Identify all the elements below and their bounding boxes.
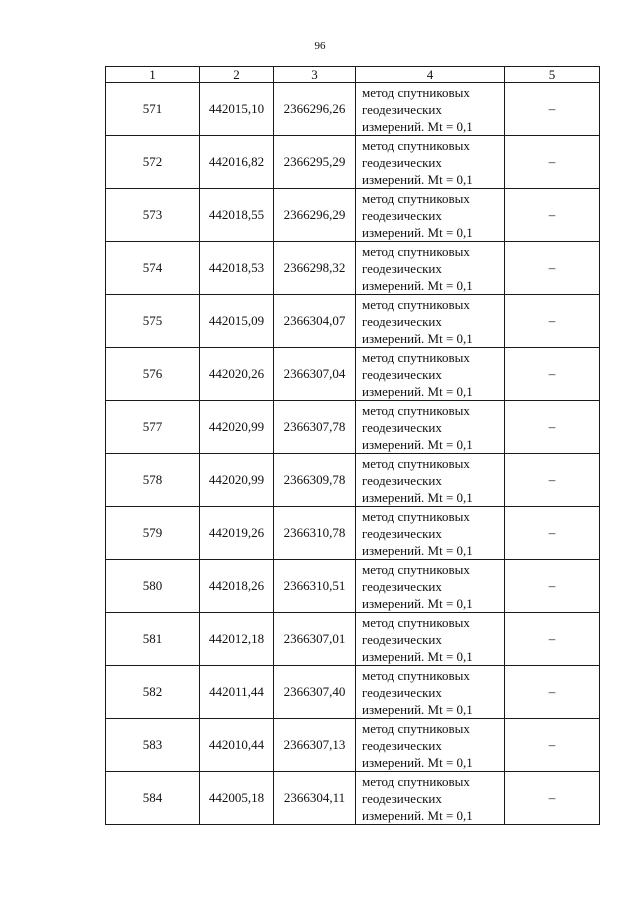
method-line: геодезических [362,154,442,170]
method-line: измерений. Mt = 0,1 [362,436,473,452]
method-line: геодезических [362,260,442,276]
method-line: измерений. Mt = 0,1 [362,701,473,717]
note-cell: – [505,189,600,242]
coordinate-x: 442012,18 [200,613,274,666]
note-cell: – [505,560,600,613]
method-line: измерений. Mt = 0,1 [362,330,473,346]
point-number: 577 [106,401,200,454]
table-row [106,613,600,666]
coordinate-y: 2366295,29 [274,136,356,189]
method-line: геодезических [362,313,442,329]
point-number: 573 [106,189,200,242]
header-col-2: 2 [200,67,274,83]
coordinate-x: 442016,82 [200,136,274,189]
note-cell: – [505,454,600,507]
method-line: геодезических [362,366,442,382]
header-col-1: 1 [106,67,200,83]
method-line: метод спутниковых [362,773,470,789]
note-cell: – [505,401,600,454]
method-line: метод спутниковых [362,667,470,683]
method-line: геодезических [362,790,442,806]
point-number: 575 [106,295,200,348]
method-cell [356,401,505,454]
coordinate-y: 2366309,78 [274,454,356,507]
coordinate-y: 2366307,01 [274,613,356,666]
header-col-5: 5 [505,67,600,83]
coordinate-x: 442015,09 [200,295,274,348]
method-cell [356,613,505,666]
coordinate-x: 442018,55 [200,189,274,242]
method-line: измерений. Mt = 0,1 [362,489,473,505]
method-line: метод спутниковых [362,508,470,524]
method-line: геодезических [362,472,442,488]
method-line: метод спутниковых [362,84,470,100]
coordinate-x: 442018,53 [200,242,274,295]
method-line: геодезических [362,101,442,117]
coordinate-x: 442011,44 [200,666,274,719]
method-line: метод спутниковых [362,614,470,630]
method-line: геодезических [362,207,442,223]
method-line: измерений. Mt = 0,1 [362,383,473,399]
coordinate-y: 2366307,04 [274,348,356,401]
method-cell [356,507,505,560]
coordinate-y: 2366304,07 [274,295,356,348]
point-number: 584 [106,772,200,825]
method-cell [356,348,505,401]
method-line: измерений. Mt = 0,1 [362,595,473,611]
point-number: 582 [106,666,200,719]
method-line: геодезических [362,419,442,435]
method-cell [356,242,505,295]
coordinate-x: 442015,10 [200,83,274,136]
point-number: 581 [106,613,200,666]
method-line: измерений. Mt = 0,1 [362,807,473,823]
point-number: 580 [106,560,200,613]
method-line: метод спутниковых [362,720,470,736]
coordinate-x: 442018,26 [200,560,274,613]
coordinate-y: 2366310,78 [274,507,356,560]
coordinate-x: 442005,18 [200,772,274,825]
note-cell: – [505,295,600,348]
method-cell [356,136,505,189]
method-cell [356,560,505,613]
page-number: 96 [314,40,326,52]
coordinate-x: 442019,26 [200,507,274,560]
coordinate-y: 2366307,40 [274,666,356,719]
table-row [106,348,600,401]
header-col-4: 4 [356,67,505,83]
coordinate-y: 2366307,13 [274,719,356,772]
method-line: метод спутниковых [362,402,470,418]
table-row [106,295,600,348]
method-line: метод спутниковых [362,137,470,153]
method-cell [356,772,505,825]
method-cell [356,719,505,772]
point-number: 574 [106,242,200,295]
point-number: 579 [106,507,200,560]
coordinate-y: 2366310,51 [274,560,356,613]
method-line: метод спутниковых [362,190,470,206]
coordinate-x: 442010,44 [200,719,274,772]
note-cell: – [505,613,600,666]
coordinate-y: 2366304,11 [274,772,356,825]
method-line: измерений. Mt = 0,1 [362,754,473,770]
header-col-3: 3 [274,67,356,83]
note-cell: – [505,348,600,401]
coordinate-y: 2366307,78 [274,401,356,454]
method-line: метод спутниковых [362,561,470,577]
method-line: геодезических [362,525,442,541]
method-cell [356,666,505,719]
note-cell: – [505,772,600,825]
note-cell: – [505,136,600,189]
table-row [106,189,600,242]
method-line: геодезических [362,737,442,753]
table-row [106,83,600,136]
coordinate-y: 2366296,26 [274,83,356,136]
table-row [106,136,600,189]
method-line: измерений. Mt = 0,1 [362,118,473,134]
note-cell: – [505,507,600,560]
point-number: 571 [106,83,200,136]
coordinate-x: 442020,99 [200,454,274,507]
note-cell: – [505,666,600,719]
method-cell [356,454,505,507]
table-body [106,83,600,825]
note-cell: – [505,83,600,136]
coordinate-y: 2366296,29 [274,189,356,242]
point-number: 583 [106,719,200,772]
method-line: измерений. Mt = 0,1 [362,224,473,240]
coordinate-x: 442020,99 [200,401,274,454]
method-cell [356,189,505,242]
table-row [106,401,600,454]
coordinates-table [105,66,600,825]
note-cell: – [505,242,600,295]
coordinate-y: 2366298,32 [274,242,356,295]
point-number: 578 [106,454,200,507]
method-line: измерений. Mt = 0,1 [362,171,473,187]
method-line: метод спутниковых [362,243,470,259]
table-row [106,560,600,613]
method-cell [356,295,505,348]
method-line: измерений. Mt = 0,1 [362,648,473,664]
method-line: геодезических [362,684,442,700]
table-row [106,772,600,825]
point-number: 572 [106,136,200,189]
method-line: геодезических [362,631,442,647]
table-row [106,719,600,772]
table-row [106,666,600,719]
method-line: метод спутниковых [362,349,470,365]
method-line: метод спутниковых [362,296,470,312]
table-row [106,242,600,295]
table-header-row [106,67,600,83]
method-cell [356,83,505,136]
point-number: 576 [106,348,200,401]
method-line: метод спутниковых [362,455,470,471]
method-line: измерений. Mt = 0,1 [362,542,473,558]
coordinate-x: 442020,26 [200,348,274,401]
method-line: измерений. Mt = 0,1 [362,277,473,293]
note-cell: – [505,719,600,772]
table-row [106,507,600,560]
method-line: геодезических [362,578,442,594]
table-row [106,454,600,507]
